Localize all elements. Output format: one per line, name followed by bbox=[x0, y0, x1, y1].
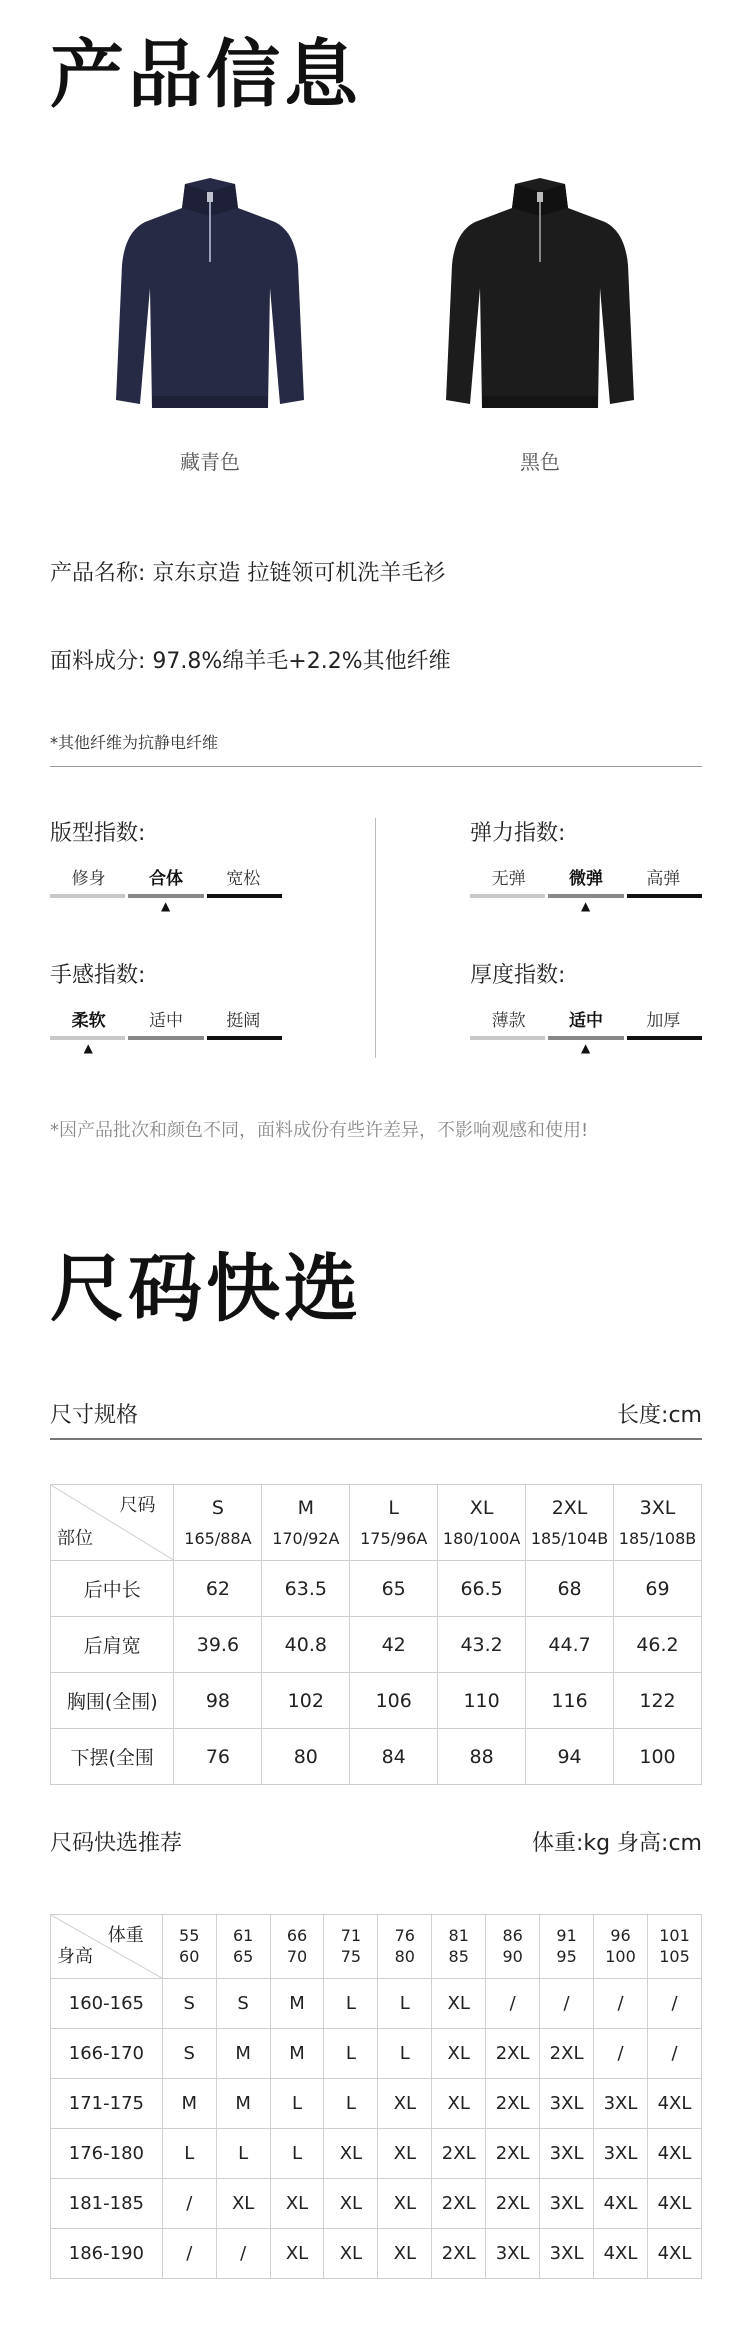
table-cell: 76 bbox=[174, 1729, 262, 1785]
weight-min: 55 bbox=[179, 1925, 200, 1945]
scale-option: 薄款 bbox=[491, 1010, 526, 1031]
weight-header-cell bbox=[486, 1915, 540, 1979]
table-cell: L bbox=[378, 2029, 432, 2079]
table-cell: / bbox=[540, 1979, 594, 2029]
scale-bar-segment bbox=[627, 1036, 702, 1040]
weight-min: 91 bbox=[556, 1925, 577, 1945]
scale-bar-segment bbox=[128, 894, 203, 898]
scale-bar-segment bbox=[627, 894, 702, 898]
size-header-cell bbox=[614, 1485, 702, 1561]
table-cell: XL bbox=[378, 2229, 432, 2279]
size-spec-underline bbox=[50, 1438, 702, 1440]
disclaimer-text: *因产品批次和颜色不同，面料成份有些许差异，不影响观感和使用! bbox=[50, 1120, 589, 1141]
table-cell: M bbox=[216, 2079, 270, 2129]
table-row bbox=[51, 2179, 702, 2229]
table-cell: 2XL bbox=[486, 2079, 540, 2129]
table-cell: XL bbox=[270, 2179, 324, 2229]
table-cell: 3XL bbox=[540, 2079, 594, 2129]
black-sweater-image bbox=[440, 170, 640, 425]
table-cell: 2XL bbox=[486, 2129, 540, 2179]
table-cell: / bbox=[162, 2229, 216, 2279]
navy-sweater-image bbox=[110, 170, 310, 425]
weight-header-cell bbox=[540, 1915, 594, 1979]
table-cell: L bbox=[324, 2029, 378, 2079]
height-range-cell: 160-165 bbox=[51, 1979, 163, 2029]
size-name: 2XL bbox=[551, 1497, 588, 1519]
row-label-cell: 胸围(全围) bbox=[51, 1673, 174, 1729]
table-cell: 98 bbox=[174, 1673, 262, 1729]
table-cell: 2XL bbox=[432, 2179, 486, 2229]
table-cell: M bbox=[270, 1979, 324, 2029]
table-cell: / bbox=[647, 2029, 701, 2079]
table-cell: 63.5 bbox=[262, 1561, 350, 1617]
weight-max: 70 bbox=[286, 1946, 308, 1966]
table-cell: 88 bbox=[438, 1729, 526, 1785]
feel-index-title: 手感指数: bbox=[50, 963, 146, 988]
table-cell: 66.5 bbox=[438, 1561, 526, 1617]
table-corner-cell bbox=[51, 1485, 174, 1561]
table-cell: XL bbox=[270, 2229, 324, 2279]
table-cell: 4XL bbox=[594, 2179, 648, 2229]
table-corner-cell bbox=[51, 1915, 163, 1979]
table-cell: M bbox=[162, 2079, 216, 2129]
table-row bbox=[51, 1729, 702, 1785]
table-header-row bbox=[51, 1485, 702, 1561]
table-cell: / bbox=[647, 1979, 701, 2029]
table-row bbox=[51, 1673, 702, 1729]
scale-labels bbox=[50, 858, 282, 894]
size-name: 3XL bbox=[639, 1497, 676, 1519]
scale-option: 无弹 bbox=[491, 868, 526, 889]
fabric-label: 面料成分: bbox=[50, 649, 146, 674]
table-cell: 3XL bbox=[486, 2229, 540, 2279]
scale-option: 适中 bbox=[148, 1010, 183, 1031]
weight-max: 75 bbox=[340, 1946, 362, 1966]
size-name: L bbox=[388, 1497, 399, 1519]
height-range-cell: 166-170 bbox=[51, 2029, 163, 2079]
scale-option: 微弹 bbox=[568, 868, 603, 889]
scale-bar-segment bbox=[207, 894, 282, 898]
table-cell: L bbox=[324, 2079, 378, 2129]
table-header-row bbox=[51, 1915, 702, 1979]
weight-min: 101 bbox=[659, 1925, 690, 1945]
table-cell: 4XL bbox=[647, 2129, 701, 2179]
table-cell: / bbox=[486, 1979, 540, 2029]
table-cell: 62 bbox=[174, 1561, 262, 1617]
product-name-line bbox=[50, 556, 445, 587]
size-header-cell bbox=[526, 1485, 614, 1561]
table-cell: 3XL bbox=[540, 2129, 594, 2179]
weight-min: 76 bbox=[394, 1925, 415, 1945]
table-cell: 100 bbox=[614, 1729, 702, 1785]
table-cell: 110 bbox=[438, 1673, 526, 1729]
weight-header-cell bbox=[594, 1915, 648, 1979]
table-cell: / bbox=[594, 1979, 648, 2029]
thickness-index-scale bbox=[470, 1000, 702, 1060]
weight-header-cell bbox=[647, 1915, 701, 1979]
weight-min: 96 bbox=[610, 1925, 631, 1945]
weight-header-cell bbox=[432, 1915, 486, 1979]
vertical-divider bbox=[375, 818, 376, 1058]
section-title-size-select: 尺码快选 bbox=[50, 1246, 362, 1332]
weight-max: 60 bbox=[179, 1946, 200, 1966]
row-label-cell: 后肩宽 bbox=[51, 1617, 174, 1673]
table-row bbox=[51, 2229, 702, 2279]
table-cell: 42 bbox=[350, 1617, 438, 1673]
scale-option: 合体 bbox=[148, 868, 183, 889]
table-cell: XL bbox=[378, 2129, 432, 2179]
corner-label-height: 身高 bbox=[57, 1946, 93, 1967]
scale-labels bbox=[50, 1000, 282, 1036]
row-label-cell: 后中长 bbox=[51, 1561, 174, 1617]
table-cell: L bbox=[378, 1979, 432, 2029]
scale-bar-segment bbox=[50, 894, 125, 898]
size-recommend-table bbox=[50, 1914, 702, 2279]
scale-marker-icon: ▲ bbox=[581, 899, 591, 913]
weight-max: 95 bbox=[556, 1946, 577, 1966]
table-cell: XL bbox=[324, 2229, 378, 2279]
table-cell: L bbox=[162, 2129, 216, 2179]
weight-max: 105 bbox=[659, 1946, 690, 1966]
weight-min: 86 bbox=[502, 1925, 523, 1945]
size-header-cell bbox=[350, 1485, 438, 1561]
elastic-index-scale bbox=[470, 858, 702, 918]
size-code: 175/96A bbox=[360, 1529, 428, 1548]
scale-bar-segment bbox=[207, 1036, 282, 1040]
size-name: M bbox=[297, 1497, 314, 1519]
divider bbox=[50, 766, 702, 767]
recommend-title: 尺码快选推荐 bbox=[50, 1831, 183, 1856]
size-name: XL bbox=[469, 1497, 494, 1519]
table-cell: 3XL bbox=[594, 2079, 648, 2129]
scale-labels bbox=[470, 858, 702, 894]
table-cell: 4XL bbox=[647, 2079, 701, 2129]
scale-marker-icon: ▲ bbox=[581, 1041, 591, 1055]
table-cell: 69 bbox=[614, 1561, 702, 1617]
height-range-cell: 186-190 bbox=[51, 2229, 163, 2279]
table-cell: 2XL bbox=[486, 2029, 540, 2079]
color-label-navy: 藏青色 bbox=[180, 450, 240, 474]
corner-label-weight: 体重 bbox=[107, 1925, 144, 1946]
fabric-value: 97.8%绵羊毛+2.2%其他纤维 bbox=[152, 649, 451, 674]
table-cell: / bbox=[594, 2029, 648, 2079]
table-cell: L bbox=[270, 2129, 324, 2179]
table-row bbox=[51, 2129, 702, 2179]
table-cell: 4XL bbox=[594, 2229, 648, 2279]
weight-max: 80 bbox=[394, 1946, 415, 1966]
row-label-cell: 下摆(全围 bbox=[51, 1729, 174, 1785]
table-cell: XL bbox=[378, 2179, 432, 2229]
scale-option: 加厚 bbox=[646, 1010, 681, 1031]
corner-label-part: 部位 bbox=[57, 1528, 93, 1549]
scale-option: 挺阔 bbox=[226, 1010, 261, 1031]
table-cell: 116 bbox=[526, 1673, 614, 1729]
table-cell: 40.8 bbox=[262, 1617, 350, 1673]
scale-option: 柔软 bbox=[71, 1010, 106, 1031]
table-cell: XL bbox=[432, 2079, 486, 2129]
elastic-index-title: 弹力指数: bbox=[470, 821, 566, 846]
scale-bar-segment bbox=[548, 894, 623, 898]
table-cell: S bbox=[216, 1979, 270, 2029]
scale-bars bbox=[470, 1036, 702, 1040]
weight-min: 66 bbox=[286, 1925, 308, 1945]
weight-max: 90 bbox=[502, 1946, 523, 1966]
table-cell: 3XL bbox=[594, 2129, 648, 2179]
scale-bar-segment bbox=[470, 894, 545, 898]
height-range-cell: 171-175 bbox=[51, 2079, 163, 2129]
table-cell: XL bbox=[432, 2029, 486, 2079]
scale-bar-segment bbox=[548, 1036, 623, 1040]
fabric-note: *其他纤维为抗静电纤维 bbox=[50, 733, 219, 752]
size-code: 170/92A bbox=[272, 1529, 340, 1548]
scale-labels bbox=[470, 1000, 702, 1036]
weight-max: 100 bbox=[605, 1946, 636, 1966]
table-row bbox=[51, 1617, 702, 1673]
weight-max: 85 bbox=[448, 1946, 469, 1966]
table-cell: L bbox=[216, 2129, 270, 2179]
fabric-line bbox=[50, 644, 451, 675]
size-header-cell bbox=[438, 1485, 526, 1561]
scale-marker-icon: ▲ bbox=[83, 1041, 93, 1055]
table-cell: XL bbox=[324, 2129, 378, 2179]
table-cell: 2XL bbox=[432, 2229, 486, 2279]
scale-option: 高弹 bbox=[646, 868, 681, 889]
table-cell: 4XL bbox=[647, 2229, 701, 2279]
scale-option: 宽松 bbox=[226, 868, 261, 889]
weight-header-cell bbox=[324, 1915, 378, 1979]
table-cell: 3XL bbox=[540, 2229, 594, 2279]
table-cell: 68 bbox=[526, 1561, 614, 1617]
table-cell: 84 bbox=[350, 1729, 438, 1785]
table-cell: 2XL bbox=[540, 2029, 594, 2079]
table-row bbox=[51, 2029, 702, 2079]
section-title-product-info: 产品信息 bbox=[50, 32, 362, 118]
height-range-cell: 181-185 bbox=[51, 2179, 163, 2229]
table-cell: S bbox=[162, 1979, 216, 2029]
table-cell: 65 bbox=[350, 1561, 438, 1617]
table-cell: XL bbox=[216, 2179, 270, 2229]
scale-bar-segment bbox=[50, 1036, 125, 1040]
table-cell: 2XL bbox=[486, 2179, 540, 2229]
product-name-label: 产品名称: bbox=[50, 561, 146, 586]
weight-min: 81 bbox=[448, 1925, 469, 1945]
weight-header-cell bbox=[216, 1915, 270, 1979]
scale-bar-segment bbox=[470, 1036, 545, 1040]
table-row bbox=[51, 1979, 702, 2029]
size-spec-title: 尺寸规格 bbox=[50, 1403, 139, 1428]
product-name-value: 京东京造 拉链领可机洗羊毛衫 bbox=[152, 561, 446, 586]
table-cell: L bbox=[270, 2079, 324, 2129]
weight-header-cell bbox=[270, 1915, 324, 1979]
weight-min: 71 bbox=[340, 1925, 362, 1945]
thickness-index-title: 厚度指数: bbox=[470, 963, 566, 988]
weight-header-cell bbox=[378, 1915, 432, 1979]
scale-marker-icon: ▲ bbox=[161, 899, 171, 913]
size-spec-unit: 长度:cm bbox=[617, 1403, 702, 1428]
table-cell: 39.6 bbox=[174, 1617, 262, 1673]
table-cell: 2XL bbox=[432, 2129, 486, 2179]
sweater-navy-icon bbox=[110, 170, 310, 425]
table-cell: / bbox=[216, 2229, 270, 2279]
scale-bars bbox=[50, 1036, 282, 1040]
scale-option: 修身 bbox=[71, 868, 106, 889]
size-code: 180/100A bbox=[442, 1529, 521, 1548]
sweater-black-icon bbox=[440, 170, 640, 425]
table-cell: S bbox=[162, 2029, 216, 2079]
table-cell: 4XL bbox=[647, 2179, 701, 2229]
size-name: S bbox=[211, 1497, 224, 1519]
size-header-cell bbox=[262, 1485, 350, 1561]
table-cell: 122 bbox=[614, 1673, 702, 1729]
height-range-cell: 176-180 bbox=[51, 2129, 163, 2179]
scale-bars bbox=[50, 894, 282, 898]
fit-index-scale bbox=[50, 858, 282, 918]
table-cell: L bbox=[324, 1979, 378, 2029]
size-code: 185/104B bbox=[530, 1529, 609, 1548]
scale-bar-segment bbox=[128, 1036, 203, 1040]
table-row bbox=[51, 1561, 702, 1617]
table-cell: 106 bbox=[350, 1673, 438, 1729]
scale-option: 适中 bbox=[568, 1010, 603, 1031]
size-code: 165/88A bbox=[184, 1529, 252, 1548]
table-cell: XL bbox=[378, 2079, 432, 2129]
table-cell: M bbox=[270, 2029, 324, 2079]
scale-bars bbox=[470, 894, 702, 898]
recommend-unit: 体重:kg 身高:cm bbox=[531, 1831, 702, 1856]
corner-label-size: 尺码 bbox=[119, 1495, 156, 1516]
table-cell: M bbox=[216, 2029, 270, 2079]
table-cell: 94 bbox=[526, 1729, 614, 1785]
table-cell: XL bbox=[324, 2179, 378, 2229]
size-code: 185/108B bbox=[618, 1529, 697, 1548]
size-spec-table bbox=[50, 1484, 702, 1785]
table-cell: 46.2 bbox=[614, 1617, 702, 1673]
weight-header-cell bbox=[162, 1915, 216, 1979]
table-cell: 80 bbox=[262, 1729, 350, 1785]
table-cell: XL bbox=[432, 1979, 486, 2029]
table-cell: / bbox=[162, 2179, 216, 2229]
color-label-black: 黑色 bbox=[520, 450, 560, 474]
weight-max: 65 bbox=[232, 1946, 254, 1966]
table-cell: 44.7 bbox=[526, 1617, 614, 1673]
weight-min: 61 bbox=[232, 1925, 254, 1945]
fit-index-title: 版型指数: bbox=[50, 821, 146, 846]
table-row bbox=[51, 2079, 702, 2129]
table-cell: 102 bbox=[262, 1673, 350, 1729]
table-cell: 3XL bbox=[540, 2179, 594, 2229]
size-header-cell bbox=[174, 1485, 262, 1561]
feel-index-scale bbox=[50, 1000, 282, 1060]
table-cell: 43.2 bbox=[438, 1617, 526, 1673]
